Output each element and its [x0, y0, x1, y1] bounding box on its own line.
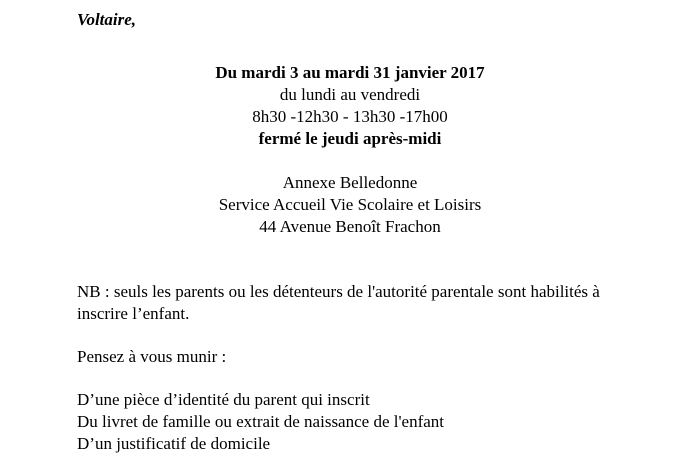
schedule-dates: Du mardi 3 au mardi 31 janvier 2017 — [215, 63, 485, 82]
schedule-days: du lundi au vendredi — [279, 85, 421, 104]
address-line-3: 44 Avenue Benoît Frachon — [259, 217, 441, 236]
voltaire-line: Voltaire, — [77, 10, 137, 29]
schedule-closed: fermé le jeudi après-midi — [258, 129, 442, 148]
cut-top-fragment — [290, 0, 590, 7]
address-line-2: Service Accueil Vie Scolaire et Loisirs — [218, 195, 482, 214]
bring-item-2: Du livret de famille ou extrait de naissance de l'enfant — [77, 412, 445, 431]
schedule-hours: 8h30 -12h30 - 13h30 -17h00 — [252, 107, 448, 126]
address-line-1: Annexe Belledonne — [282, 173, 418, 192]
bring-item-3: D’un justificatif de domicile — [77, 434, 271, 453]
bring-intro: Pensez à vous munir : — [77, 347, 227, 366]
bring-item-1: D’une pièce d’identité du parent qui inscrit — [77, 390, 370, 409]
nb-line-2: inscrire l’enfant. — [77, 304, 190, 323]
nb-line-1: NB : seuls les parents ou les détenteurs de l'autorité parentale sont habilités à — [77, 282, 600, 301]
